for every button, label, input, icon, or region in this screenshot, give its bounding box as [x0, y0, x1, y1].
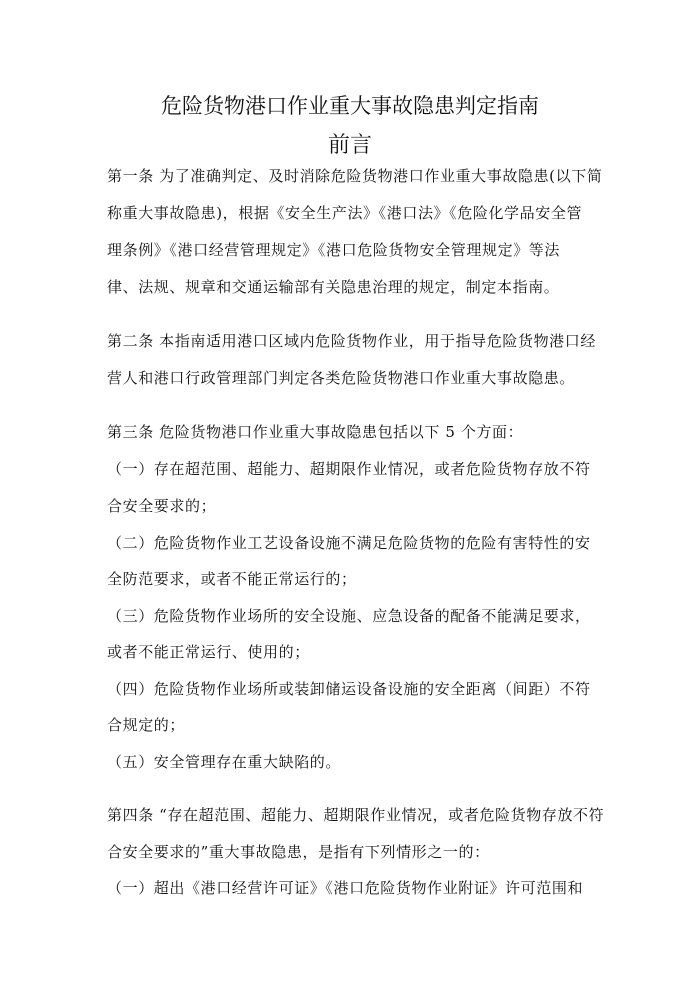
article-2-line-2: 营人和港口行政管理部门判定各类危险货物港口作业重大事故隐患。 [107, 369, 576, 387]
article-3-item-2-line-2: 全防范要求，或者不能正常运行的； [107, 570, 357, 588]
article-3-line-1: 第三条 危险货物港口作业重大事故隐患包括以下 5 个方面： [107, 423, 524, 441]
document-title: 危险货物港口作业重大事故隐患判定指南 [161, 94, 539, 118]
article-1-line-1: 第一条 为了准确判定、及时消除危险货物港口作业重大事故隐患(以下简 [107, 167, 603, 185]
article-3-item-2-line-1: （二）危险货物作业工艺设备设施不满足危险货物的危险有害特性的安 [107, 534, 591, 552]
article-4-item-1-line-1: （一）超出《港口经营许可证》《港口危险货物作业附证》许可范围和 [107, 879, 584, 897]
article-3-item-4-line-1: （四）危险货物作业场所或装卸储运设备设施的安全距离（间距）不符 [107, 680, 591, 698]
article-4-line-2: 合安全要求的”重大事故隐患，是指有下列情形之一的： [107, 843, 490, 861]
article-1-line-4: 律、法规、规章和交通运输部有关隐患治理的规定，制定本指南。 [107, 278, 560, 296]
document-subtitle: 前言 [327, 133, 372, 158]
article-3-item-3-line-1: （三）危险货物作业场所的安全设施、应急设备的配备不能满足要求， [107, 607, 591, 625]
article-4-line-1: 第四条 “存在超范围、超能力、超期限作业情况，或者危险货物存放不符 [107, 806, 605, 824]
article-3-item-1-line-1: （一）存在超范围、超能力、超期限作业情况，或者危险货物存放不符 [107, 460, 591, 478]
article-3-item-5-line-1: （五）安全管理存在重大缺陷的。 [107, 753, 342, 771]
article-1-line-2: 称重大事故隐患)，根据《安全生产法》《港口法》《危险化学品安全管 [107, 204, 583, 222]
article-3-item-1-line-2: 合安全要求的； [107, 497, 217, 515]
article-3-item-3-line-2: 或者不能正常运行、使用的； [107, 643, 310, 661]
article-1-line-3: 理条例》《港口经营管理规定》《港口危险货物安全管理规定》等法 [107, 241, 561, 259]
article-2-line-1: 第二条 本指南适用港口区域内危险货物作业，用于指导危险货物港口经 [107, 332, 596, 350]
article-3-item-4-line-2: 合规定的； [107, 716, 186, 734]
